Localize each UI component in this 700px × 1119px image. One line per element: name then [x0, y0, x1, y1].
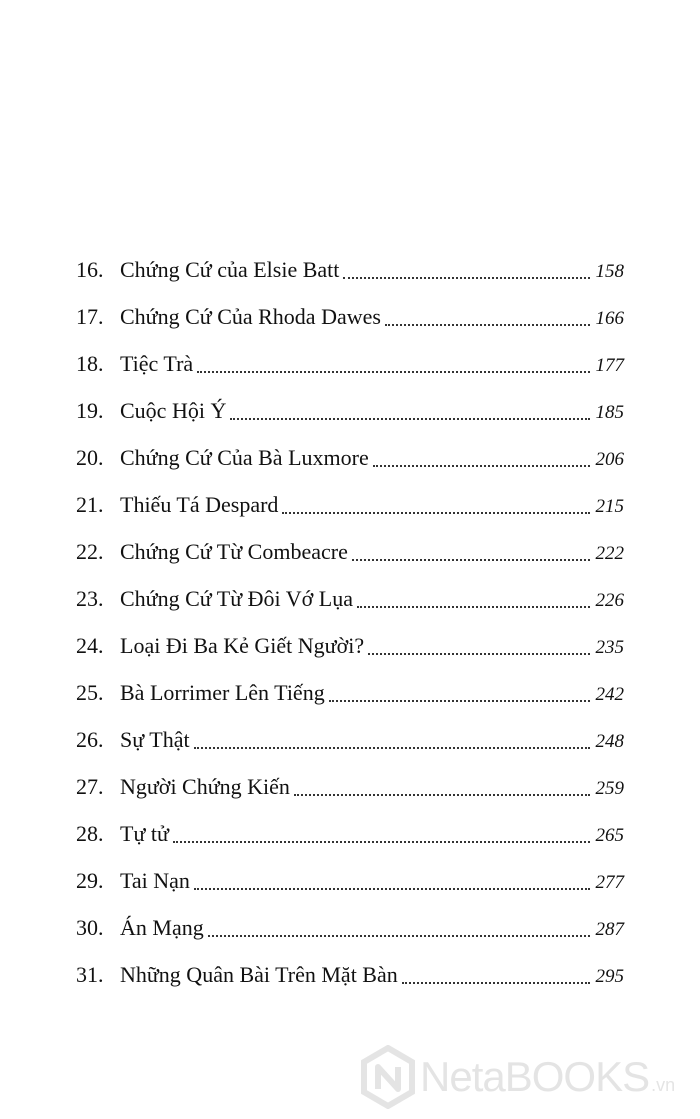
toc-entry-title: Chứng Cứ Của Rhoda Dawes — [120, 304, 381, 329]
toc-leader-dots — [402, 980, 590, 984]
toc-entry — [76, 579, 624, 619]
toc-entry — [76, 297, 624, 337]
netabooks-logo-icon — [360, 1045, 416, 1109]
toc-entry-title: Chứng Cứ Từ Combeacre — [120, 539, 348, 564]
toc-entry — [76, 344, 624, 384]
toc-entry-number: 23. — [76, 586, 104, 611]
toc-entry-number: 16. — [76, 257, 104, 282]
toc-entry-title: Tiệc Trà — [120, 351, 194, 376]
toc-entry-page: 265 — [595, 825, 624, 846]
toc-entry-number: 26. — [76, 727, 104, 752]
toc-entry-number: 30. — [76, 915, 104, 940]
toc-entry-title: Cuộc Hội Ý — [120, 398, 227, 423]
toc-entry-page: 242 — [595, 684, 624, 705]
toc-entry — [76, 861, 624, 901]
toc-entry-title: Bà Lorrimer Lên Tiếng — [120, 680, 325, 705]
toc-entry-page: 295 — [595, 966, 624, 987]
toc-leader-dots — [373, 463, 590, 467]
toc-entry — [76, 626, 624, 666]
toc-leader-dots — [208, 933, 590, 937]
toc-entry-page: 287 — [595, 919, 624, 940]
toc-entry — [76, 814, 624, 854]
toc-leader-dots — [282, 510, 589, 514]
toc-entry — [76, 955, 624, 995]
toc-leader-dots — [368, 651, 589, 655]
toc-leader-dots — [230, 416, 589, 420]
toc-entry-number: 28. — [76, 821, 104, 846]
watermark — [360, 1042, 695, 1112]
toc-leader-dots — [343, 275, 589, 279]
toc-leader-dots — [194, 886, 590, 890]
toc-entry-page: 235 — [595, 637, 624, 658]
toc-entry-page: 248 — [595, 731, 624, 752]
toc-entry-title: Chứng Cứ của Elsie Batt — [120, 257, 340, 282]
toc-entry-number: 24. — [76, 633, 104, 658]
toc-entry — [76, 532, 624, 572]
toc-entry-title: Sự Thật — [120, 727, 190, 752]
watermark-suffix: .vn — [651, 1075, 676, 1095]
toc-entry-number: 31. — [76, 962, 104, 987]
watermark-text: NetaBOOKS — [420, 1053, 650, 1100]
toc-entry-number: 21. — [76, 492, 104, 517]
toc-entry — [76, 720, 624, 760]
toc-entry-page: 185 — [595, 402, 624, 423]
toc-entry-number: 27. — [76, 774, 104, 799]
toc-entry-title: Chứng Cứ Của Bà Luxmore — [120, 445, 369, 470]
toc-leader-dots — [173, 839, 590, 843]
toc-entry-page: 215 — [595, 496, 624, 517]
toc-entry-title: Tai Nạn — [120, 868, 190, 893]
toc-entry — [76, 767, 624, 807]
toc-entry-number: 29. — [76, 868, 104, 893]
toc-entry-title: Tự tử — [120, 821, 169, 846]
toc-leader-dots — [194, 745, 590, 749]
toc-leader-dots — [385, 322, 590, 326]
toc-entry-page: 206 — [595, 449, 624, 470]
toc-leader-dots — [357, 604, 590, 608]
toc-entry-page: 222 — [595, 543, 624, 564]
toc-entry — [76, 673, 624, 713]
toc-entry-title: Chứng Cứ Từ Đôi Vớ Lụa — [120, 586, 353, 611]
toc-entry-page: 177 — [595, 355, 624, 376]
toc-entry-number: 25. — [76, 680, 104, 705]
toc-entry — [76, 438, 624, 478]
toc-entry-number: 18. — [76, 351, 104, 376]
toc-entry — [76, 250, 624, 290]
toc-entry-title: Người Chứng Kiến — [120, 774, 290, 799]
toc-entry-number: 17. — [76, 304, 104, 329]
toc-entry-number: 20. — [76, 445, 104, 470]
toc-entry-number: 19. — [76, 398, 104, 423]
toc-leader-dots — [329, 698, 590, 702]
toc-leader-dots — [197, 369, 589, 373]
toc-entry — [76, 391, 624, 431]
toc-leader-dots — [352, 557, 590, 561]
toc-entry-page: 226 — [595, 590, 624, 611]
toc-entry-page: 259 — [595, 778, 624, 799]
toc-entry-title: Những Quân Bài Trên Mặt Bàn — [120, 962, 398, 987]
toc-entry-number: 22. — [76, 539, 104, 564]
toc-entry-title: Án Mạng — [120, 915, 204, 940]
toc-entry — [76, 485, 624, 525]
toc-leader-dots — [294, 792, 590, 796]
toc-entry-title: Thiếu Tá Despard — [120, 492, 279, 517]
toc-entry — [76, 908, 624, 948]
toc-entry-title: Loại Đi Ba Kẻ Giết Người? — [120, 633, 365, 658]
toc-entry-page: 166 — [595, 308, 624, 329]
toc-entry-page: 277 — [595, 872, 624, 893]
toc-entry-page: 158 — [595, 261, 624, 282]
